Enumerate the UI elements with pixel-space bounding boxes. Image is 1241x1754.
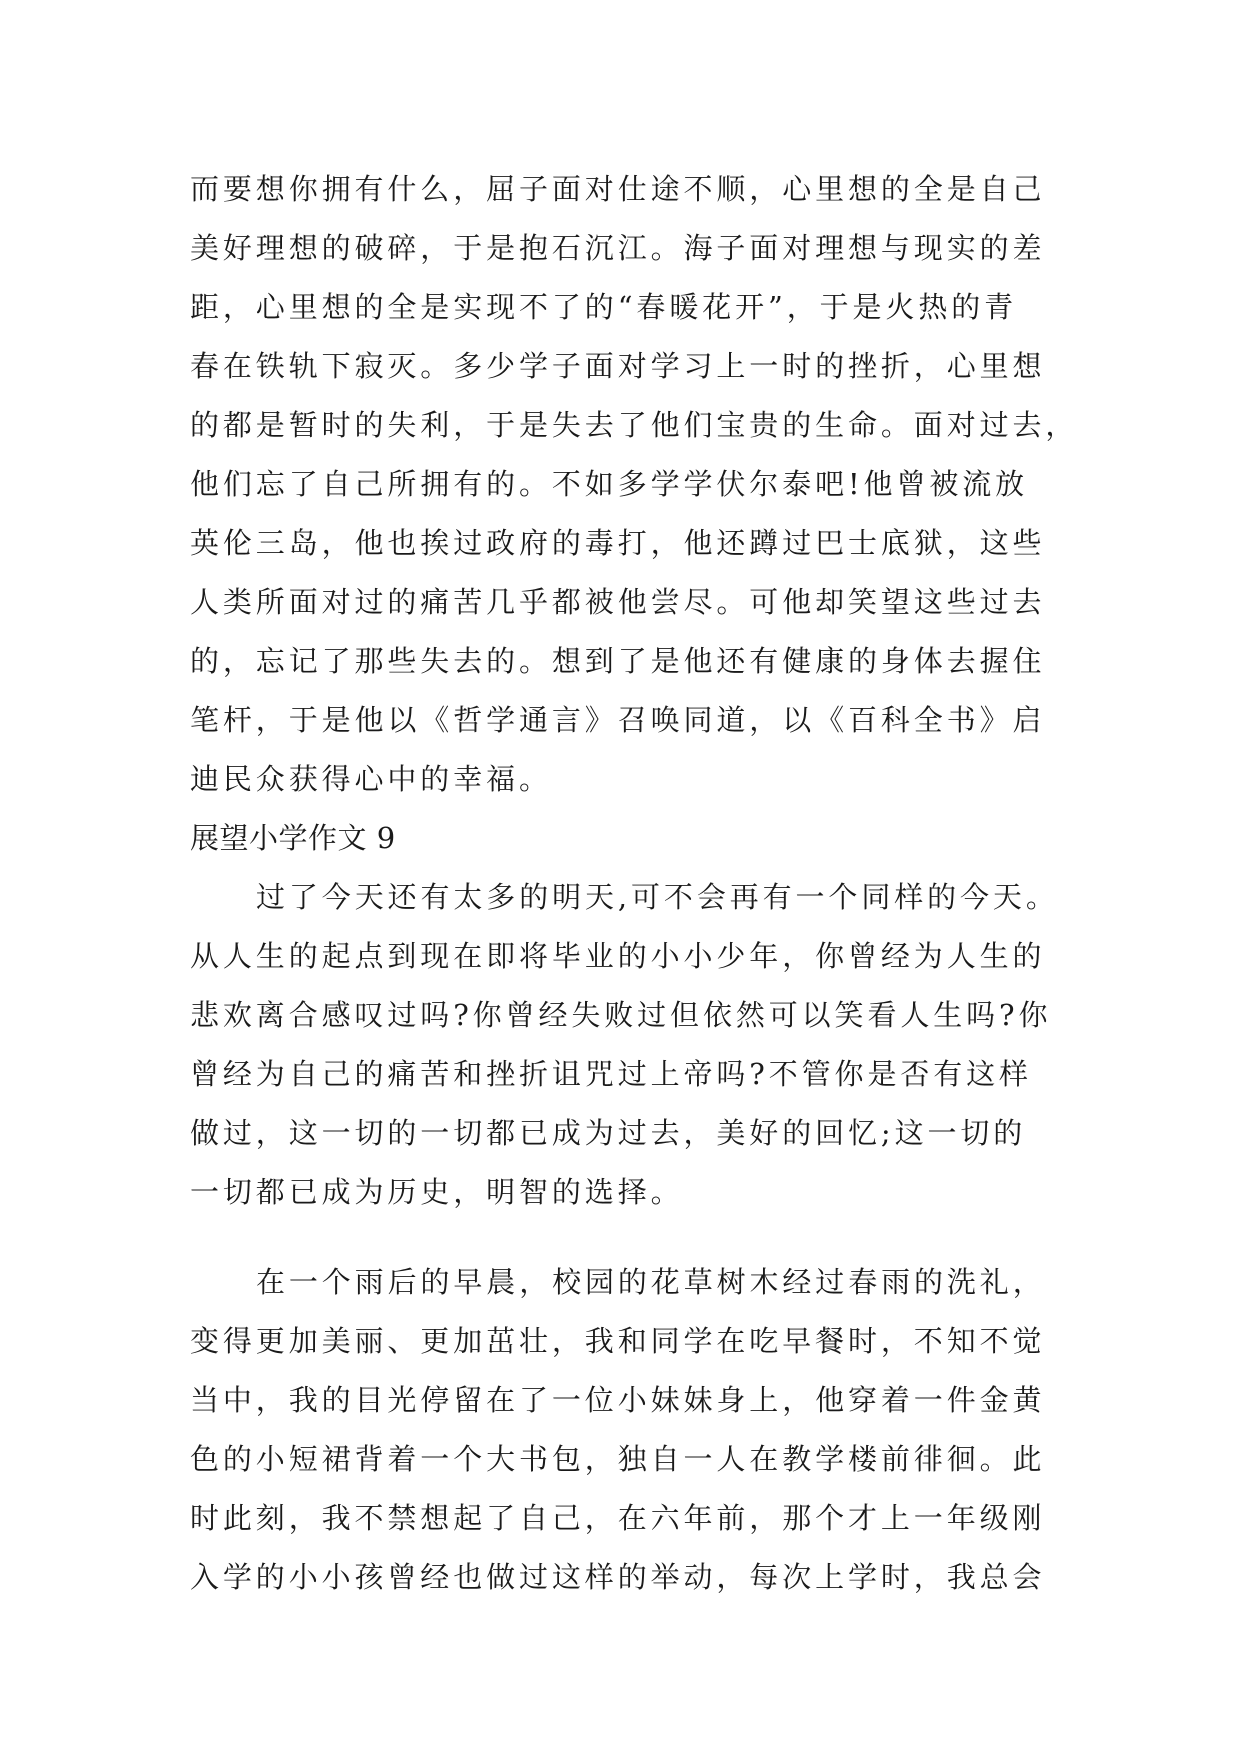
text-line: 距，心里想的全是实现不了的“春暖花开”，于是火热的青 bbox=[190, 290, 1018, 324]
text-line: 做过，这一切的一切都已成为过去，美好的回忆;这一切的 bbox=[190, 1116, 1027, 1150]
text-line: 变得更加美丽、更加茁壮，我和同学在吃早餐时，不知不觉 bbox=[190, 1324, 1046, 1358]
text-line: 当中，我的目光停留在了一位小妹妹身上，他穿着一件金黄 bbox=[190, 1383, 1046, 1417]
text-line: 过了今天还有太多的明天,可不会再有一个同样的今天。 bbox=[256, 880, 1059, 914]
text-line: 悲欢离合感叹过吗?你曾经失败过但依然可以笑看人生吗?你 bbox=[190, 998, 1052, 1032]
document-body bbox=[190, 160, 1079, 1607]
paragraph-continued bbox=[190, 160, 1079, 809]
text-line: 迪民众获得心中的幸福。 bbox=[190, 762, 552, 796]
text-line: 从人生的起点到现在即将毕业的小小少年，你曾经为人生的 bbox=[190, 939, 1046, 973]
text-line: 的都是暂时的失利，于是失去了他们宝贵的生命。面对过去， bbox=[190, 408, 1079, 442]
text-line: 而要想你拥有什么，屈子面对仕途不顺，心里想的全是自己 bbox=[190, 172, 1046, 206]
text-line: 曾经为自己的痛苦和挫折诅咒过上帝吗?不管你是否有这样 bbox=[190, 1057, 1032, 1091]
text-line: 春在铁轨下寂灭。多少学子面对学习上一时的挫折，心里想 bbox=[190, 349, 1046, 383]
text-line: 英伦三岛，他也挨过政府的毒打，他还蹲过巴士底狱，这些 bbox=[190, 526, 1046, 560]
text-line: 一切都已成为历史，明智的选择。 bbox=[190, 1175, 684, 1209]
paragraph-spacer bbox=[190, 1222, 1050, 1253]
text-line: 人类所面对过的痛苦几乎都被他尝尽。可他却笑望这些过去 bbox=[190, 585, 1046, 619]
text-line: 的，忘记了那些失去的。想到了是他还有健康的身体去握住 bbox=[190, 644, 1046, 678]
text-line: 色的小短裙背着一个大书包，独自一人在教学楼前徘徊。此 bbox=[190, 1442, 1046, 1476]
section-title: 展望小学作文 9 bbox=[190, 821, 396, 855]
text-line: 在一个雨后的早晨，校园的花草树木经过春雨的洗礼， bbox=[256, 1265, 1046, 1299]
paragraph-2 bbox=[190, 868, 1059, 1222]
text-line: 时此刻，我不禁想起了自己，在六年前，那个才上一年级刚 bbox=[190, 1501, 1046, 1535]
text-line: 美好理想的破碎，于是抱石沉江。海子面对理想与现实的差 bbox=[190, 231, 1046, 265]
text-line: 笔杆，于是他以《哲学通言》召唤同道，以《百科全书》启 bbox=[190, 703, 1046, 737]
paragraph-3 bbox=[190, 1253, 1050, 1607]
text-line: 他们忘了自己所拥有的。不如多学学伏尔泰吧!他曾被流放 bbox=[190, 467, 1029, 501]
text-line: 入学的小小孩曾经也做过这样的举动，每次上学时，我总会 bbox=[190, 1560, 1046, 1594]
